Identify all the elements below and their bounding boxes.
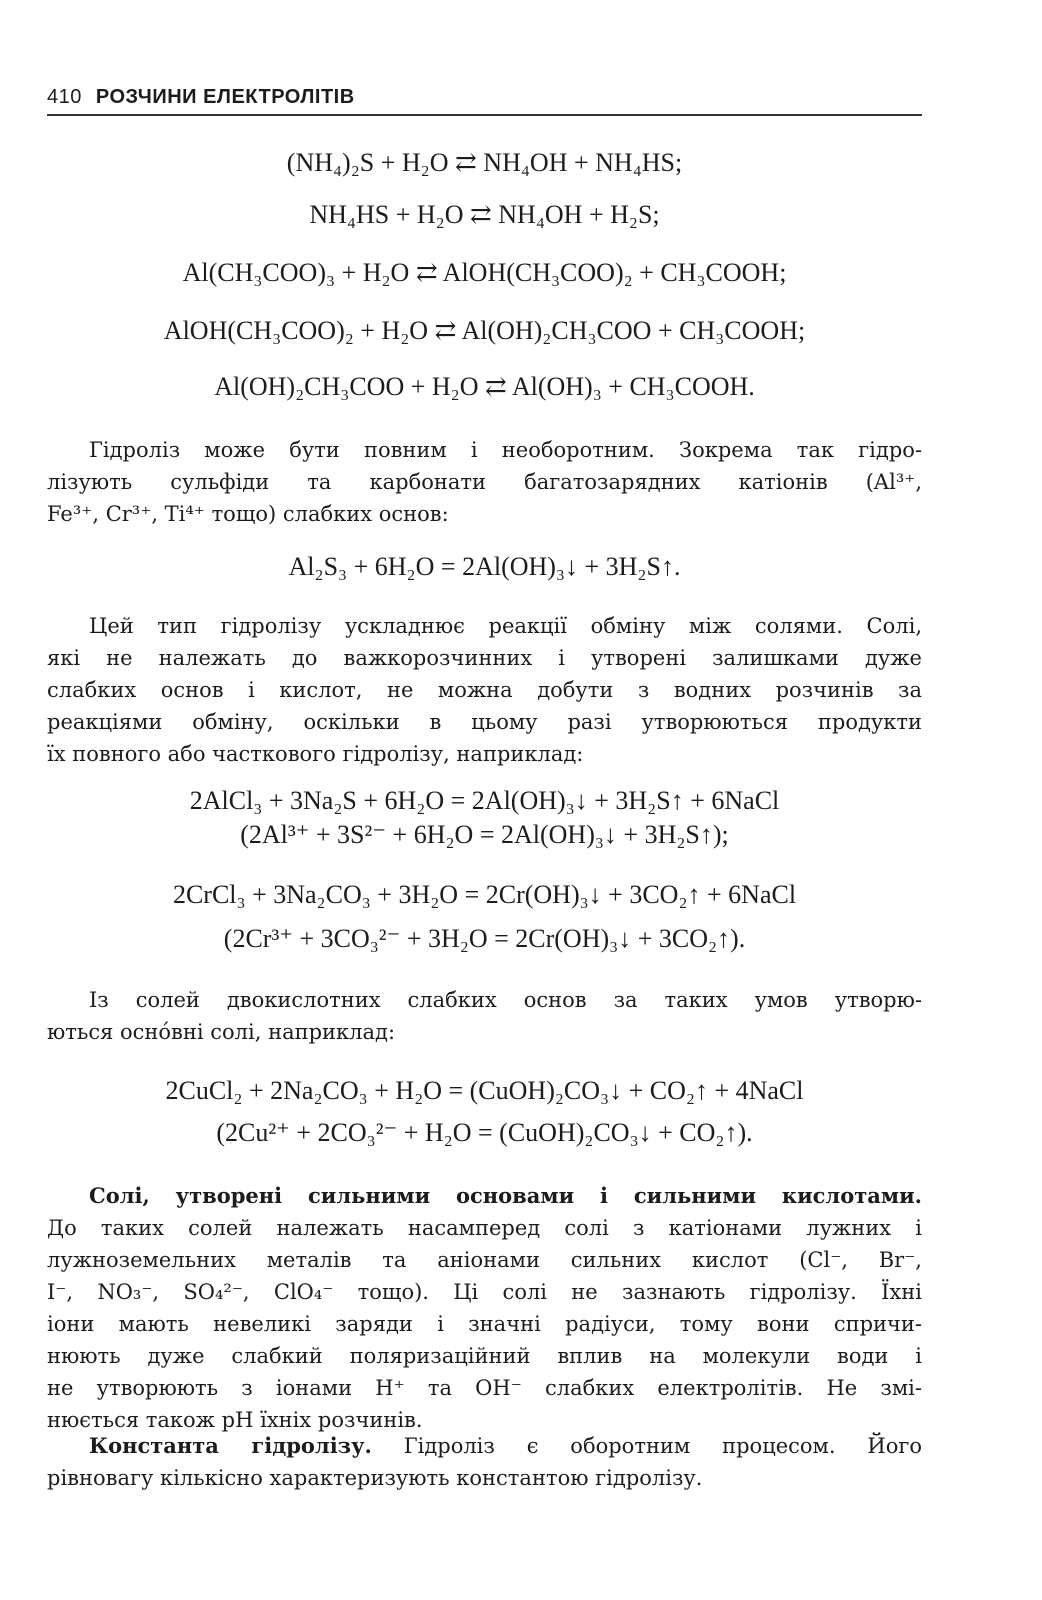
equation-chromium-chloride-molecular: 2CrCl₃ + 3Na₂CO₃ + 3H₂O = 2Cr(OH)₃↓ + 3CO₂↑ + 6NaCl xyxy=(172,880,797,909)
text-line: не утворюють з іонами H⁺ та OH⁻ слабких електролітів. Не змі- xyxy=(47,1376,922,1400)
equation-aluminium-chloride-ionic: (2Al³⁺ + 3S²⁻ + 6H₂O = 2Al(OH)₃↓ + 3H₂S↑); xyxy=(240,820,729,849)
text-line: які не належать до важкорозчинних і утворені залишками дуже xyxy=(47,646,922,670)
paragraph-complete-hydrolysis xyxy=(47,434,922,530)
text-line: іони мають невеликі заряди і значні радіуси, тому вони спричи- xyxy=(47,1312,922,1336)
equation-copper-chloride-ionic: (2Cu²⁺ + 2CO₃²⁻ + H₂O = (CuOH)₂CO₃↓ + CO₂↑). xyxy=(216,1118,753,1147)
text-line: Fe³⁺, Cr³⁺, Ti⁴⁺ тощо) слабких основ: xyxy=(47,502,449,526)
text-line: Цей тип гідролізу ускладнює реакції обміну між солями. Солі, xyxy=(89,614,922,638)
equation-aluminium-acetate-3: Al(OH)₂CH₃COO + H₂O ⇄ Al(OH)₃ + CH₃COOH. xyxy=(214,372,755,401)
text-line: I⁻, NO₃⁻, SO₄²⁻, ClO₄⁻ тощо). Ці солі не зазнають гідролізу. Їхні xyxy=(47,1280,922,1304)
text-line: реакціями обміну, оскільки в цьому разі утворюються продукти xyxy=(47,710,922,734)
section-title: РОЗЧИНИ ЕЛЕКТРОЛІТІВ xyxy=(95,86,355,108)
text-line: рівновагу кількісно характеризують константою гідролізу. xyxy=(47,1466,703,1490)
text-line: нюється також pH їхніх розчинів. xyxy=(47,1408,423,1432)
paragraph-heading: Солі, утворені сильними основами і сильними кислотами. xyxy=(89,1183,922,1208)
text-line xyxy=(47,1430,922,1462)
paragraph-basic-salts xyxy=(47,984,922,1048)
text-line: їх повного або часткового гідролізу, наприклад: xyxy=(47,742,584,766)
paragraph-heading: Константа гідролізу. xyxy=(89,1433,372,1458)
text-line: ються осно́вні солі, наприклад: xyxy=(47,1020,396,1044)
equation-ammonium-sulfide: (NH₄)₂S + H₂O ⇄ NH₄OH + NH₄HS; xyxy=(286,148,683,177)
equation-aluminium-acetate-1: Al(CH₃COO)₃ + H₂O ⇄ AlOH(CH₃COO)₂ + CH₃COOH; xyxy=(182,258,787,287)
text-span: Гідроліз є оборотним процесом. Його xyxy=(403,1434,922,1458)
equation-copper-chloride-molecular: 2CuCl₂ + 2Na₂CO₃ + H₂O = (CuOH)₂CO₃↓ + CO₂↑ + 4NaCl xyxy=(165,1076,804,1105)
paragraph-strong-base-strong-acid xyxy=(47,1180,922,1436)
text-line: слабких основ і кислот, не можна добути з водних розчинів за xyxy=(47,678,922,702)
paragraph-hydrolysis-constant xyxy=(47,1430,922,1494)
paragraph-exchange-reactions xyxy=(47,610,922,770)
equation-ammonium-hydrosulfide: NH₄HS + H₂O ⇄ NH₄OH + H₂S; xyxy=(309,200,660,229)
page-header xyxy=(47,86,922,116)
text-line: лужноземельних металів та аніонами сильних кислот (Cl⁻, Br⁻, xyxy=(47,1248,922,1272)
text-line: Із солей двокислотних слабких основ за таких умов утворю- xyxy=(89,988,922,1012)
equation-aluminium-chloride-molecular: 2AlCl₃ + 3Na₂S + 6H₂O = 2Al(OH)₃↓ + 3H₂S↑ + 6NaCl xyxy=(189,786,780,815)
equation-aluminium-acetate-2: AlOH(CH₃COO)₂ + H₂O ⇄ Al(OH)₂CH₃COO + CH₃COOH; xyxy=(163,316,806,345)
text-line: Гідроліз може бути повним і необоротним. Зокрема так гідро- xyxy=(89,438,922,462)
text-line: нюють дуже слабкий поляризаційний вплив на молекули води і xyxy=(47,1344,922,1368)
text-line: До таких солей належать насамперед солі з катіонами лужних і xyxy=(47,1216,922,1240)
text-line: лізують сульфіди та карбонати багатозарядних катіонів (Al³⁺, xyxy=(47,470,922,494)
page-number: 410 xyxy=(47,86,82,108)
equation-chromium-chloride-ionic: (2Cr³⁺ + 3CO₃²⁻ + 3H₂O = 2Cr(OH)₃↓ + 3CO₂↑). xyxy=(223,924,746,953)
equation-aluminium-sulfide: Al₂S₃ + 6H₂O = 2Al(OH)₃↓ + 3H₂S↑. xyxy=(288,552,681,581)
